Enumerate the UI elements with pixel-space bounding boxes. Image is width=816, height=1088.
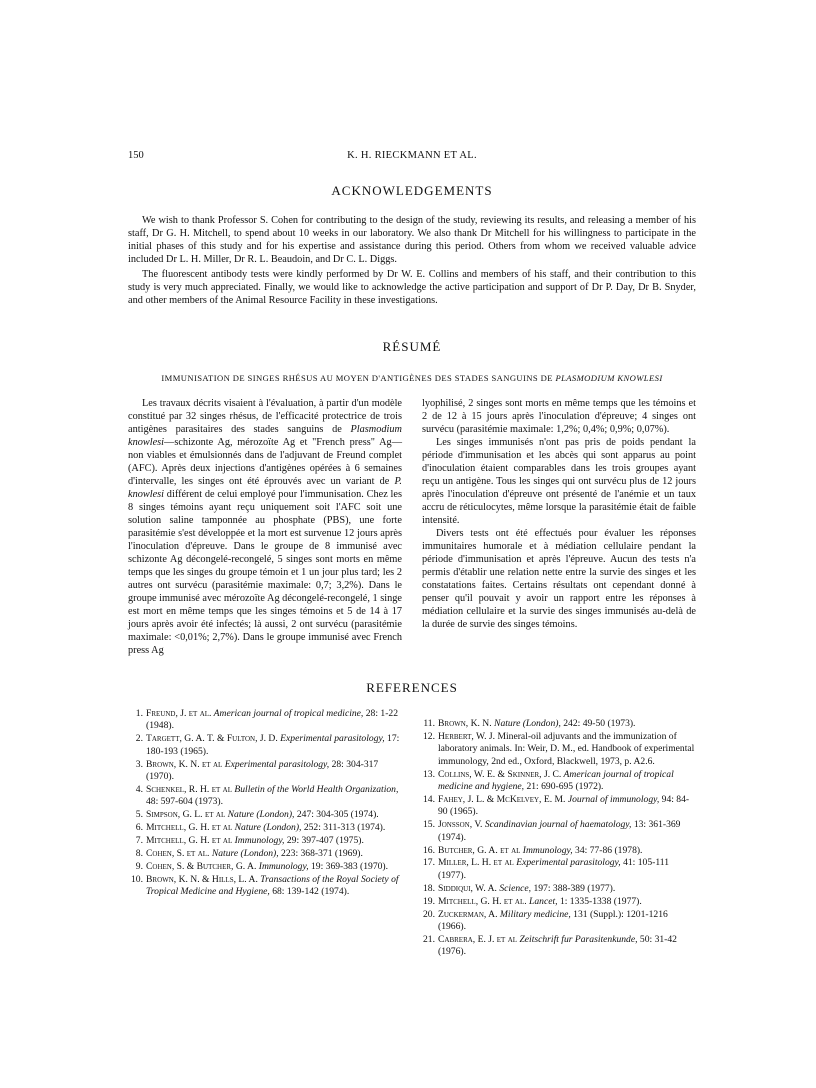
reference-item <box>420 718 696 730</box>
resume-subtitle-species: PLASMODIUM KNOWLESI <box>555 373 663 383</box>
reference-author: Collins, W. E. & Skinner, J. C. <box>438 768 562 780</box>
reference-number: 15. <box>423 819 435 831</box>
reference-journal: Scandinavian journal of haematology, <box>482 819 632 831</box>
reference-number: 2. <box>135 733 143 745</box>
reference-details: 94: 84-90 (1965). <box>438 793 690 818</box>
reference-item <box>420 909 696 934</box>
reference-number: 8. <box>135 847 143 859</box>
reference-details: 19: 369-383 (1970). <box>308 860 388 872</box>
reference-details: 28: 304-317 (1970). <box>146 758 379 783</box>
reference-author: Fahey, J. L. & McKelvey, E. M. <box>438 793 566 805</box>
reference-journal: Experimental parasitology, <box>513 857 621 869</box>
reference-item <box>128 809 404 821</box>
reference-number: 21. <box>423 933 435 945</box>
reference-details: 242: 49-50 (1973). <box>560 718 636 729</box>
reference-details: 1: 1335-1338 (1977). <box>557 895 642 907</box>
reference-author: Brown, K. N. & Hills, L. A. <box>146 873 258 885</box>
reference-journal: Experimental parasitology, <box>222 758 330 770</box>
reference-item <box>128 759 404 784</box>
reference-author: Zuckerman, A. <box>438 908 498 920</box>
reference-item <box>128 733 404 758</box>
reference-author: Targett, G. A. T. & Fulton, J. D. <box>146 733 278 745</box>
reference-item <box>420 731 696 768</box>
reference-item <box>128 848 404 860</box>
reference-item <box>420 819 696 844</box>
resume-paragraph-2: lyophilisé, 2 singes sont morts en même temps que les témoins et 2 de 12 à 15 jours après l'inoculation d'épreuve; 4 singes ont survécu (parasitémie maximale: 1,2%; 0,4%; 0,9%; 0,07%). <box>422 398 696 435</box>
reference-details: 41: 105-111 (1977). <box>438 857 670 881</box>
reference-author: Brown, K. N. et al <box>146 758 223 770</box>
reference-number: 14. <box>423 793 435 805</box>
reference-author: Brown, K. N. <box>438 718 492 729</box>
reference-journal: Immunology, <box>256 860 309 872</box>
reference-journal: Nature (London), <box>491 718 561 729</box>
reference-journal: American journal of tropical medicine and hygiene, <box>438 768 674 793</box>
reference-author: Cabrera, E. J. et al <box>438 933 518 945</box>
reference-number: 10. <box>131 873 143 885</box>
reference-item <box>420 794 696 819</box>
reference-number: 13. <box>423 768 435 780</box>
reference-details: 50: 31-42 (1976). <box>438 933 677 958</box>
reference-author: Mitchell, G. H. et al <box>146 835 233 847</box>
reference-details: 29: 397-407 (1975). <box>284 835 364 847</box>
reference-author: Herbert, W. J. <box>438 730 496 742</box>
running-head: K. H. RIECKMANN ET AL. <box>347 150 477 161</box>
references-right-column <box>420 718 696 959</box>
references-left-column <box>128 708 404 899</box>
reference-item <box>128 708 404 733</box>
reference-author: Cohen, S. & Butcher, G. A. <box>146 860 257 872</box>
reference-author: Miller, L. H. et al <box>438 857 514 869</box>
reference-author: Cohen, S. et al. <box>146 847 210 859</box>
reference-details: 48: 597-604 (1973). <box>146 796 224 808</box>
reference-item <box>420 857 696 882</box>
reference-journal: Lancet, <box>526 895 558 907</box>
reference-author: Butcher, G. A. et al <box>438 844 521 856</box>
reference-author: Freund, J. et al. <box>146 708 212 719</box>
reference-journal: Zeitschrift fur Parasitenkunde, <box>517 933 638 945</box>
reference-details: 21: 690-695 (1972). <box>524 781 604 793</box>
reference-details: 252: 311-313 (1974). <box>301 822 386 834</box>
reference-journal: American journal of tropical medicine, <box>211 708 364 719</box>
reference-journal: Bulletin of the World Health Organization, <box>232 783 399 795</box>
acknowledgements-paragraph-1: We wish to thank Professor S. Cohen for contributing to the design of the study, reviewing its results, and releasing a member of his staff, Dr G. H. Mitchell, to spend about 10 weeks in our laboratory. We also thank Dr Mitchell for his willingness to participate in the initial phases of this study and for his expertise and assistance during this period. Others from whom we received valuable advice included Dr L. H. Miller, Dr R. L. Beaudoin, and Dr C. L. Diggs. <box>128 215 696 265</box>
reference-number: 17. <box>423 857 435 869</box>
reference-item <box>128 822 404 834</box>
page-header <box>128 150 696 166</box>
reference-journal: Immunology, <box>520 844 573 856</box>
reference-number: 1. <box>135 708 143 719</box>
resume-species-italic: Plasmodium knowlesi <box>128 424 402 448</box>
resume-right-column <box>422 397 696 631</box>
reference-details: 28: 1-22 (1948). <box>146 708 398 732</box>
reference-details: 223: 368-371 (1969). <box>278 847 363 859</box>
reference-details: Mineral-oil adjuvants and the immunization of laboratory animals. In: Weir, D. M., ed. Handbook of experimental immunology, 2nd ed., Oxford, Blackwell, 1973, p. A2.6. <box>438 730 695 767</box>
page-number: 150 <box>128 150 144 161</box>
reference-number: 18. <box>423 882 435 894</box>
reference-item <box>420 845 696 857</box>
resume-text: —schizonte Ag, mérozoïte Ag et "French press" Ag—non viables et émulsionnés dans de l'adjuvant de Freund complet (AFC). Après deux injections d'antigènes opérées à 6 semaines d'intervalle, les singes ont été éprouvés avec un variant de <box>128 437 402 487</box>
reference-number: 3. <box>135 758 143 770</box>
reference-number: 19. <box>423 895 435 907</box>
reference-number: 4. <box>135 783 143 795</box>
resume-paragraph-1 <box>128 397 402 657</box>
reference-item <box>128 784 404 809</box>
acknowledgements-heading: ACKNOWLEDGEMENTS <box>331 183 493 198</box>
reference-number: 12. <box>423 730 435 742</box>
reference-item <box>128 835 404 847</box>
resume-paragraph-4: Divers tests ont été effectués pour évaluer les réponses immunitaires humorale et à médiation cellulaire pendant la période d'immunisation et après l'épreuve. Aucun des tests n'a permis d'établir une relation nette entre la survie des singes et les constatations faites. Certains résultats ont cependant donné à penser qu'il pouvait y avoir un rapport entre les réponses à médiation cellulaire et la survie des singes immunisés au-delà de la durée de survie des singes témoins. <box>422 528 696 630</box>
resume-subtitle-text: IMMUNISATION DE SINGES RHÉSUS AU MOYEN D'ANTIGÈNES DES STADES SANGUINS DE <box>161 373 556 383</box>
reference-number: 9. <box>135 860 143 872</box>
reference-number: 20. <box>423 908 435 920</box>
references-heading: REFERENCES <box>366 680 458 695</box>
acknowledgements-paragraph-2: The fluorescent antibody tests were kindly performed by Dr W. E. Collins and members of his staff, and their contribution to this study is very much appreciated. Finally, we would like to acknowledge the active participation and support of Dr P. Day, Dr B. Snyder, and other members of the Animal Resource Facility in these investigations. <box>128 269 696 306</box>
reference-author: Schenkel, R. H. et al <box>146 783 232 795</box>
reference-journal: Nature (London), <box>209 847 279 859</box>
reference-journal: Nature (London), <box>232 822 302 834</box>
reference-journal: Journal of immunology, <box>565 793 660 805</box>
resume-text: Les travaux décrits visaient à l'évaluation, à partir d'un modèle constitué par 32 singes rhésus, de l'efficacité protectrice de trois antigènes parasitaires des stades sanguins de <box>128 398 402 435</box>
resume-heading: RÉSUMÉ <box>382 339 442 354</box>
reference-journal: Nature (London), <box>225 809 295 821</box>
reference-details: 131 (Suppl.): 1201-1216 (1966). <box>438 908 668 932</box>
reference-journal: Transactions of the Royal Society of Tropical Medicine and Hygiene, <box>146 873 399 898</box>
reference-number: 11. <box>423 718 435 729</box>
reference-journal: Science, <box>496 882 532 894</box>
reference-author: Mitchell, G. H. et al <box>146 822 233 834</box>
reference-item <box>420 896 696 908</box>
reference-number: 7. <box>135 835 143 847</box>
reference-item <box>420 934 696 959</box>
resume-subtitle <box>128 373 696 383</box>
reference-details: 197: 388-389 (1977). <box>531 882 616 894</box>
reference-author: Mitchell, G. H. et al. <box>438 895 527 907</box>
resume-paragraph-3: Les singes immunisés n'ont pas pris de poids pendant la période d'immunisation et les abcès qui sont apparus au point d'inoculation étaient comparables dans les trois groupes ayant reçu un antigène. Tous les singes qui ont survécu plus de 12 jours après l'inoculation d'épreuve ont présenté de l'anémie et un taux accru de réticulocytes, même lorsque la parasitémie était de faible intensité. <box>422 437 696 526</box>
reference-number: 16. <box>423 844 435 856</box>
reference-number: 5. <box>135 809 143 821</box>
resume-text: différent de celui employé pour l'immunisation. Chez les 8 singes témoins ayant reçu uniquement soit l'AFC soit une solution saline tamponnée au phosphate (PBS), une forte parasitémie s'est développée et la mort est survenue 12 jours après l'inoculation d'épreuve. Dans le groupe de 8 immunisé avec schizonte Ag décongelé-recongelé, 5 singes sont morts en même temps que les singes du groupe témoin et 1 un jour plus tard; les 2 autres ont survécu (parasitémie maximale: 0,7; 3,2%). Dans le groupe immunisé avec mérozoïte Ag décongelé-recongelé, 1 singe est mort en même temps que les singes témoins et 5 de 14 à 17 jours après avoir été infectés; là aussi, 2 ont survécu (parasitémie maximale: <0,01%; 2,7%). Dans le groupe immunisé avec French press Ag <box>128 489 402 656</box>
reference-item <box>128 874 404 899</box>
reference-item <box>420 883 696 895</box>
reference-number: 6. <box>135 822 143 834</box>
reference-journal: Military medicine, <box>497 908 571 920</box>
reference-details: 17: 180-193 (1965). <box>146 733 400 757</box>
resume-left-column <box>128 397 402 657</box>
reference-item <box>128 861 404 873</box>
reference-author: Simpson, G. L. et al <box>146 809 226 821</box>
reference-journal: Experimental parasitology, <box>277 733 385 745</box>
reference-details: 34: 77-86 (1978). <box>572 844 643 856</box>
reference-details: 247: 304-305 (1974). <box>294 809 379 821</box>
reference-details: 68: 139-142 (1974). <box>269 886 350 898</box>
resume-species-italic: P. knowlesi <box>128 476 402 500</box>
reference-journal: Immunology, <box>232 835 285 847</box>
reference-author: Jonsson, V. <box>438 819 483 831</box>
reference-author: Siddiqui, W. A. <box>438 882 497 894</box>
reference-details: 13: 361-369 (1974). <box>438 819 681 843</box>
reference-item <box>420 769 696 794</box>
